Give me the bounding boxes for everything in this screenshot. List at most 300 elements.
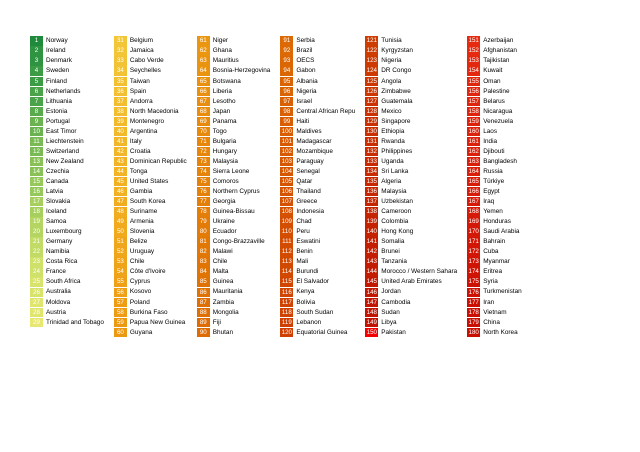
legend-entry [114, 217, 187, 227]
legend-entry [114, 237, 187, 247]
country-label: Switzerland [46, 147, 80, 155]
legend-entry [197, 157, 271, 167]
legend-entry [365, 46, 457, 56]
rank-badge: 92 [280, 46, 293, 55]
legend-entry [30, 126, 104, 136]
legend-entry [467, 267, 521, 277]
legend-entry [114, 36, 187, 46]
legend-column [365, 36, 457, 337]
legend-entry [365, 227, 457, 237]
legend-entry [114, 76, 187, 86]
country-label: Panama [212, 117, 237, 125]
rank-badge: 22 [30, 247, 43, 256]
country-label: Turkmenistan [483, 288, 522, 296]
legend-entry [197, 207, 271, 217]
rank-badge: 52 [114, 247, 127, 256]
legend-entry [30, 46, 104, 56]
rank-badge: 162 [468, 147, 479, 155]
rank-badge: 74 [197, 167, 210, 176]
country-label: Nigeria [381, 57, 402, 65]
country-label: Togo [212, 127, 227, 135]
country-label: Madagascar [296, 137, 332, 145]
country-label: Uganda [381, 157, 404, 165]
rank-badge: 23 [30, 257, 43, 266]
legend-entry [114, 147, 187, 157]
country-label: Spain [129, 87, 147, 95]
legend-entry [30, 257, 104, 267]
legend-entry [197, 227, 271, 237]
rank-badge: 48 [114, 207, 127, 216]
country-label: Luxembourg [46, 228, 82, 236]
legend-entry [197, 297, 271, 307]
country-label: United Arab Emirates [381, 278, 442, 286]
country-label: Syria [483, 278, 498, 286]
legend-entry [114, 86, 187, 96]
rank-badge: 96 [280, 87, 293, 96]
legend-entry [30, 106, 104, 116]
legend-entry [280, 317, 355, 327]
legend-entry [280, 36, 355, 46]
rank-badge: 127 [366, 97, 377, 105]
legend-entry [197, 116, 271, 126]
rank-badge: 130 [366, 127, 377, 135]
country-label: Samoa [46, 218, 67, 226]
rank-badge: 132 [366, 147, 377, 155]
legend-entry [30, 247, 104, 257]
rank-badge: 149 [366, 318, 377, 326]
rank-badge: 16 [30, 187, 43, 196]
rank-badge: 15 [30, 177, 43, 186]
country-label: Venezuela [483, 117, 514, 125]
rank-badge: 34 [114, 66, 127, 75]
rank-badge: 53 [114, 257, 127, 266]
rank-badge: 148 [366, 308, 377, 316]
rank-badge: 68 [197, 107, 210, 116]
rank-badge: 117 [281, 298, 292, 306]
legend-entry [365, 247, 457, 257]
legend-entry [30, 66, 104, 76]
legend-entry [467, 66, 521, 76]
rank-badge: 137 [366, 198, 377, 206]
country-label: Taiwan [129, 77, 150, 85]
rank-badge: 174 [468, 268, 479, 276]
rank-badge: 79 [197, 217, 210, 226]
rank-badge: 1 [30, 36, 43, 45]
legend-entry [30, 167, 104, 177]
legend-entry [280, 136, 355, 146]
country-label: Thailand [296, 188, 321, 196]
rank-badge: 133 [366, 157, 377, 165]
country-label: Netherlands [46, 87, 81, 95]
rank-badge: 3 [30, 56, 43, 65]
legend-entry [280, 257, 355, 267]
rank-badge: 71 [197, 137, 210, 146]
rank-badge: 167 [468, 198, 479, 206]
rank-badge: 113 [281, 258, 292, 266]
rank-badge: 61 [197, 36, 210, 45]
country-label: Peru [296, 228, 310, 236]
legend-entry [30, 227, 104, 237]
rank-badge: 14 [30, 167, 43, 176]
legend-entry [365, 237, 457, 247]
country-label: Fiji [212, 318, 221, 326]
legend-entry [467, 46, 521, 56]
country-label: Gabon [296, 67, 316, 75]
rank-badge: 19 [30, 217, 43, 226]
country-label: Burundi [296, 268, 319, 276]
legend-entry [114, 116, 187, 126]
legend-entry [197, 307, 271, 317]
rank-badge: 21 [30, 237, 43, 246]
legend-entry [280, 187, 355, 197]
rank-badge: 50 [114, 227, 127, 236]
rank-badge: 12 [30, 147, 43, 156]
legend-entry [114, 46, 187, 56]
rank-badge: 105 [281, 177, 292, 185]
legend-entry [114, 96, 187, 106]
legend-entry [467, 227, 521, 237]
rank-badge: 95 [280, 77, 293, 86]
legend-entry [30, 96, 104, 106]
legend-entry [467, 247, 521, 257]
country-label: Lebanon [296, 318, 322, 326]
legend-entry [30, 76, 104, 86]
legend-entry [30, 197, 104, 207]
legend-entry [280, 86, 355, 96]
country-label: Pakistan [381, 328, 406, 336]
rank-badge: 54 [114, 267, 127, 276]
legend-entry [280, 157, 355, 167]
rank-badge: 165 [468, 177, 479, 185]
country-label: Malawi [212, 248, 233, 256]
country-label: Cuba [483, 248, 499, 256]
rank-badge: 9 [30, 117, 43, 126]
country-label: Seychelles [129, 67, 161, 75]
legend-entry [30, 116, 104, 126]
country-label: Yemen [483, 208, 503, 216]
legend-entry [197, 147, 271, 157]
legend-entry [197, 277, 271, 287]
legend-entry [365, 147, 457, 157]
legend-entry [30, 277, 104, 287]
rank-badge: 171 [468, 238, 479, 246]
country-label: Mauritius [212, 57, 239, 65]
rank-badge: 89 [197, 318, 210, 327]
country-label: Algeria [381, 177, 402, 185]
rank-badge: 62 [197, 46, 210, 55]
legend-entry [365, 317, 457, 327]
legend-entry [467, 136, 521, 146]
rank-badge: 103 [281, 157, 292, 165]
rank-badge: 37 [114, 97, 127, 106]
country-label: Sri Lanka [381, 167, 409, 175]
legend-entry [197, 36, 271, 46]
legend-entry [280, 217, 355, 227]
legend-entry [114, 307, 187, 317]
country-label: Rwanda [381, 137, 405, 145]
country-label: Japan [212, 107, 231, 115]
country-label: South Sudan [296, 308, 334, 316]
legend-entry [365, 207, 457, 217]
rank-badge: 177 [468, 298, 479, 306]
country-label: Iceland [46, 208, 67, 216]
country-label: South Korea [129, 198, 166, 206]
rank-badge: 135 [366, 177, 377, 185]
country-label: Mali [296, 258, 309, 266]
legend-entry [197, 46, 271, 56]
rank-badge: 90 [197, 328, 210, 337]
rank-badge: 97 [280, 97, 293, 106]
rank-badge: 75 [197, 177, 210, 186]
country-label: Costa Rica [46, 258, 78, 266]
rank-badge: 173 [468, 258, 479, 266]
country-label: Hong Kong [381, 228, 414, 236]
country-label: Djibouti [483, 147, 505, 155]
legend-entry [280, 66, 355, 76]
legend-entry [114, 126, 187, 136]
country-label: Armenia [129, 218, 154, 226]
legend-entry [365, 217, 457, 227]
legend-entry [365, 106, 457, 116]
country-label: Myanmar [483, 258, 510, 266]
rank-badge: 67 [197, 97, 210, 106]
legend-entry [114, 287, 187, 297]
rank-badge: 77 [197, 197, 210, 206]
legend-entry [280, 96, 355, 106]
country-label: Iraq [483, 198, 495, 206]
country-label: Cameroon [381, 208, 412, 216]
rank-badge: 116 [281, 288, 292, 296]
legend-entry [197, 187, 271, 197]
legend-entry [280, 327, 355, 337]
legend-entry [197, 217, 271, 227]
legend-entry [197, 267, 271, 277]
country-label: North Korea [483, 328, 518, 336]
country-label: Kuwait [483, 67, 503, 75]
rank-badge: 153 [468, 57, 479, 65]
rank-badge: 59 [114, 318, 127, 327]
legend-entry [467, 76, 521, 86]
rank-badge: 146 [366, 288, 377, 296]
legend-entry [197, 76, 271, 86]
legend-entry [114, 187, 187, 197]
legend-entry [197, 126, 271, 136]
legend-entry [114, 56, 187, 66]
country-label: Czechia [46, 167, 70, 175]
country-label: Tonga [129, 167, 148, 175]
rank-badge: 69 [197, 117, 210, 126]
legend-entry [467, 207, 521, 217]
rank-badge: 108 [281, 208, 292, 216]
country-label: Equatorial Guinea [296, 328, 348, 336]
legend-entry [197, 327, 271, 337]
legend-entry [114, 227, 187, 237]
legend-entry [467, 197, 521, 207]
rank-badge: 46 [114, 187, 127, 196]
legend-entry [365, 167, 457, 177]
country-label: Namibia [46, 248, 70, 256]
legend-entry [30, 36, 104, 46]
rank-badge: 129 [366, 117, 377, 125]
legend-entry [197, 136, 271, 146]
legend-entry [365, 96, 457, 106]
rank-badge: 156 [468, 87, 479, 95]
country-label: Portugal [46, 117, 70, 125]
rank-badge: 164 [468, 167, 479, 175]
country-label: India [483, 137, 498, 145]
rank-badge: 168 [468, 208, 479, 216]
rank-badge: 179 [468, 318, 479, 326]
legend-entry [467, 56, 521, 66]
rank-badge: 78 [197, 207, 210, 216]
legend-entry [280, 247, 355, 257]
rank-badge: 155 [468, 77, 479, 85]
rank-badge: 38 [114, 107, 127, 116]
country-label: Ecuador [212, 228, 237, 236]
rank-badge: 139 [366, 218, 377, 226]
rank-badge: 17 [30, 197, 43, 206]
country-label: Chile [129, 258, 145, 266]
country-label: Austria [46, 308, 66, 316]
legend-column [114, 36, 187, 337]
country-label: Guatemala [381, 97, 413, 105]
legend-entry [365, 116, 457, 126]
legend-entry [467, 157, 521, 167]
legend-entry [467, 36, 521, 46]
country-label: Ethiopia [381, 127, 405, 135]
rank-badge: 107 [281, 198, 292, 206]
legend-entry [30, 297, 104, 307]
rank-badge: 32 [114, 46, 127, 55]
rank-badge: 128 [366, 107, 377, 115]
country-label: Ireland [46, 47, 66, 55]
legend-entry [467, 287, 521, 297]
country-label: Iran [483, 298, 495, 306]
rank-badge: 119 [281, 318, 292, 326]
country-label: Slovenia [129, 228, 155, 236]
rank-badge: 110 [281, 228, 292, 236]
rank-badge: 43 [114, 157, 127, 166]
legend-entry [467, 317, 521, 327]
legend-entry [467, 277, 521, 287]
country-label: Sierra Leone [212, 167, 250, 175]
rank-badge: 40 [114, 127, 127, 136]
country-label: Eswatini [296, 238, 321, 246]
country-label: Moldova [46, 298, 71, 306]
rank-badge: 60 [114, 328, 127, 337]
rank-badge: 5 [30, 77, 43, 86]
rank-badge: 20 [30, 227, 43, 236]
country-label: Senegal [296, 167, 320, 175]
legend-entry [467, 187, 521, 197]
legend-entry [467, 177, 521, 187]
rank-badge: 84 [197, 267, 210, 276]
country-label: Zambia [212, 298, 235, 306]
country-label: Libya [381, 318, 397, 326]
legend-entry [30, 237, 104, 247]
country-label: Malaysia [381, 188, 407, 196]
country-label: Ghana [212, 47, 232, 55]
legend-entry [365, 287, 457, 297]
legend-entry [114, 136, 187, 146]
country-label: Zimbabwe [381, 87, 411, 95]
legend-entry [114, 277, 187, 287]
country-label: Sudan [381, 308, 400, 316]
country-label: Poland [129, 298, 150, 306]
rank-badge: 6 [30, 87, 43, 96]
rank-badge: 157 [468, 97, 479, 105]
country-label: Bosnia-Herzegovina [212, 67, 271, 75]
rank-badge: 87 [197, 298, 210, 307]
country-label: United States [129, 177, 169, 185]
legend-entry [197, 317, 271, 327]
legend-entry [30, 207, 104, 217]
rank-badge: 47 [114, 197, 127, 206]
rank-badge: 91 [280, 36, 293, 45]
legend-entry [467, 147, 521, 157]
rank-badge: 99 [280, 117, 293, 126]
rank-badge: 44 [114, 167, 127, 176]
country-label: Montenegro [129, 117, 165, 125]
country-label: Cambodia [381, 298, 411, 306]
country-label: OECS [296, 57, 315, 65]
rank-badge: 25 [30, 277, 43, 286]
rank-badge: 65 [197, 77, 210, 86]
country-label: Colombia [381, 218, 409, 226]
country-label: Singapore [381, 117, 411, 125]
legend-entry [30, 147, 104, 157]
country-label: Mongolia [212, 308, 239, 316]
country-label: Serbia [296, 37, 315, 45]
country-label: Kenya [296, 288, 315, 296]
rank-badge: 36 [114, 87, 127, 96]
country-label: Brazil [296, 47, 313, 55]
country-label: Mexico [381, 107, 402, 115]
rank-badge: 121 [366, 37, 377, 45]
rank-badge: 45 [114, 177, 127, 186]
legend-entry [197, 66, 271, 76]
country-label: Albania [296, 77, 318, 85]
legend-entry [365, 257, 457, 267]
country-label: Denmark [46, 57, 72, 65]
country-label: Afghanistan [483, 47, 517, 55]
rank-badge: 24 [30, 267, 43, 276]
country-label: Chad [296, 218, 312, 226]
country-label: Chile [212, 258, 228, 266]
country-label: Congo-Brazzaville [212, 238, 265, 246]
country-label: Gambia [129, 188, 153, 196]
legend-entry [197, 247, 271, 257]
country-label: Morocco / Western Sahara [381, 268, 458, 276]
legend-entry [467, 106, 521, 116]
rank-badge: 140 [366, 228, 377, 236]
legend-entry [467, 297, 521, 307]
rank-badge: 7 [30, 97, 43, 106]
rank-badge: 126 [366, 87, 377, 95]
legend-entry [280, 56, 355, 66]
country-label: Croatia [129, 147, 151, 155]
country-label: Bangladesh [483, 157, 517, 165]
country-label: Guinea-Bissau [212, 208, 255, 216]
legend-entry [467, 307, 521, 317]
rank-badge: 145 [366, 278, 377, 286]
legend-entry [365, 327, 457, 337]
rank-badge: 152 [468, 47, 479, 55]
legend-entry [30, 177, 104, 187]
legend-entry [280, 267, 355, 277]
country-label: Brunei [381, 248, 400, 256]
country-label: Oman [483, 77, 501, 85]
